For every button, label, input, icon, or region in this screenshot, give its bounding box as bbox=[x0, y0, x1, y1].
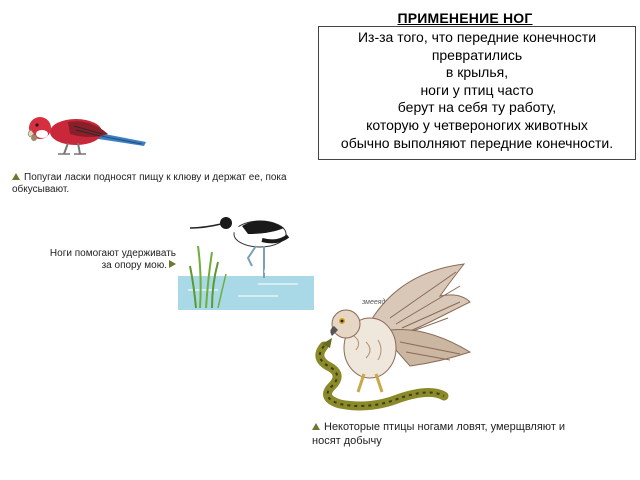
page-title: ПРИМЕНЕНИЕ НОГ bbox=[397, 10, 533, 26]
avocet-caption-line2: за опору мою. bbox=[101, 260, 167, 271]
explanation-line: которую у четвероногих животных bbox=[366, 116, 588, 133]
triangle-bullet-icon bbox=[12, 173, 20, 180]
explanation-line: берут на себя ту работу, bbox=[397, 99, 557, 116]
eagle-caption bbox=[312, 420, 612, 448]
parrot-caption-line1: Попугаи ласки подносят пищу к клюву и держат ее, пока bbox=[24, 172, 287, 183]
avocet-illustration bbox=[178, 206, 314, 310]
explanation-line: обычно выполняют передние конечности. bbox=[340, 134, 614, 151]
snake-eagle-illustration bbox=[310, 262, 476, 412]
eagle-caption-line1: Некоторые птицы ногами ловят, умерщвляют и bbox=[324, 421, 566, 433]
parrot-caption bbox=[12, 172, 318, 196]
avocet-caption-line1: Ноги помогают удерживать bbox=[49, 248, 176, 259]
triangle-bullet-icon bbox=[312, 423, 320, 430]
triangle-pointer-icon bbox=[169, 260, 176, 268]
eagle-caption-line2: носят добычу bbox=[312, 435, 382, 447]
explanation-line: ноги у птиц часто bbox=[420, 81, 534, 98]
avocet-caption bbox=[20, 248, 176, 272]
eagle-label: змееяд bbox=[362, 299, 386, 306]
explanation-line: в крылья, bbox=[445, 64, 509, 81]
parrot-illustration bbox=[24, 104, 150, 166]
parrot-caption-line2: обкусывают. bbox=[12, 184, 70, 195]
avocet-label: шилоклювка bbox=[264, 268, 305, 275]
explanation-line: превратились bbox=[431, 46, 523, 63]
explanation-line: Из-за того, что передние конечности bbox=[357, 29, 597, 45]
explanation-box bbox=[318, 26, 636, 160]
